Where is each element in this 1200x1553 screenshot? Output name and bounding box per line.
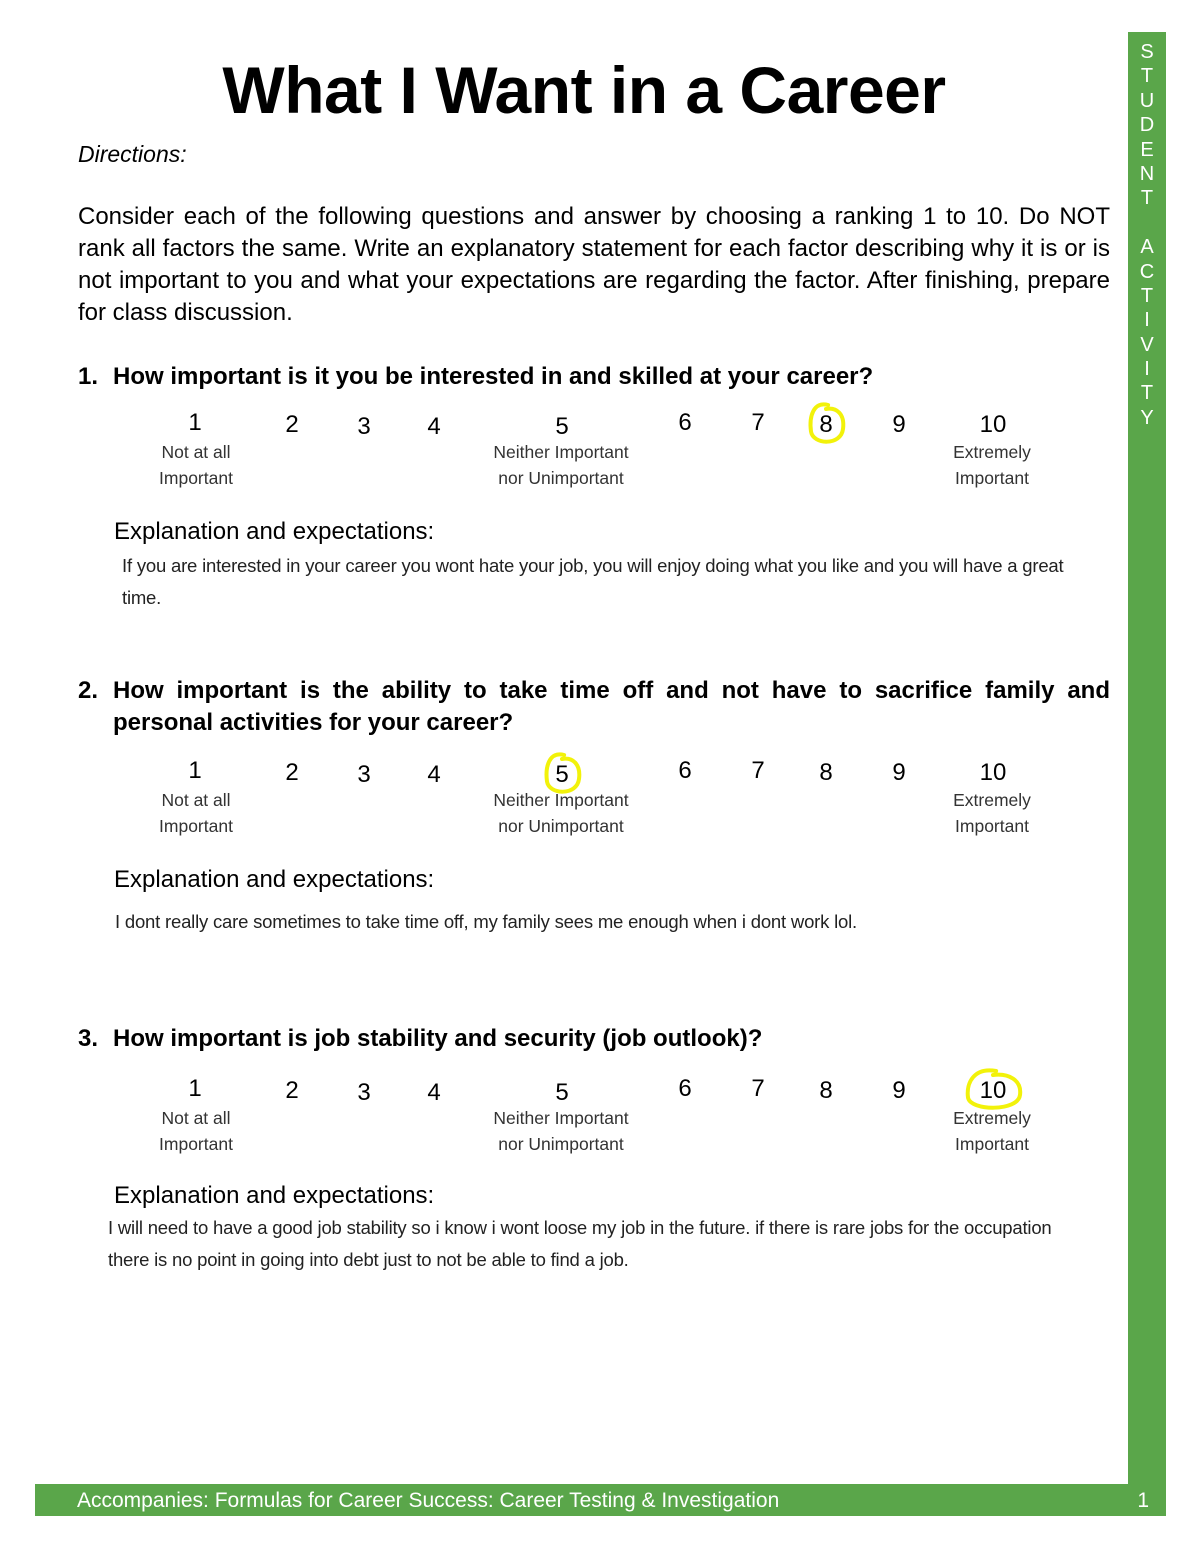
question-number: 3. [78,1025,99,1052]
scale-caption-line: Neither Important [493,790,629,810]
scale-caption-line: Important [159,468,233,488]
sidebar-letter: N [1139,162,1155,185]
scale-caption-mid [493,439,628,491]
scale-caption-line: Important [159,1134,233,1154]
scale-caption-low [159,787,233,839]
sidebar-letter: C [1139,260,1155,283]
rating-option-9[interactable]: 9 [892,411,906,438]
directions-text: Consider each of the following questions and answer by choosing a ranking 1 to 10. Do NOT rank all factors the same. Write an explanatory statement for each factor describing why it is or is not important to you and what your expectations are regarding the factor. After finishing, prepare for class discussion. [78,203,1110,326]
sidebar-letter: T [1140,187,1154,210]
directions-label: Directions: [78,141,187,167]
rating-option-6[interactable]: 6 [678,409,692,436]
rating-scale-3 [0,1075,1120,1165]
question-number: 2. [78,677,99,704]
scale-caption-line: Neither Important [493,442,629,462]
scale-caption-high [953,1105,1031,1157]
rating-option-5[interactable]: 5 [555,413,569,440]
question-1 [78,361,1110,393]
scale-caption-line: Not at all [161,790,231,810]
question-3 [78,1023,1110,1055]
rating-option-1[interactable]: 1 [188,1075,202,1102]
sidebar-letter: I [1144,309,1150,332]
rating-option-10[interactable]: 10 [979,1077,1007,1104]
rating-option-9[interactable]: 9 [892,1077,906,1104]
rating-option-10[interactable]: 10 [979,411,1007,438]
scale-caption-line: Extremely [953,790,1031,810]
rating-option-2[interactable]: 2 [285,411,299,438]
scale-caption-high [953,787,1031,839]
rating-option-6[interactable]: 6 [678,757,692,784]
rating-option-4[interactable]: 4 [427,1079,441,1106]
rating-option-4[interactable]: 4 [427,761,441,788]
scale-caption-line: Important [159,816,233,836]
sidebar-letter: D [1139,114,1155,137]
rating-option-5[interactable]: 5 [555,1079,569,1106]
answer-1[interactable]: If you are interested in your career you wont hate your job, you will enjoy doing what you like and you will have a great time. [122,555,1064,608]
rating-option-9[interactable]: 9 [892,759,906,786]
scale-caption-low [159,1105,233,1157]
explanation-heading-2: Explanation and expectations: [114,866,435,893]
scale-caption-mid [493,787,628,839]
answer-2[interactable]: I dont really care sometimes to take time off, my family sees me enough when i dont work lol. [115,911,857,932]
scale-caption-line: Not at all [161,1108,231,1128]
scale-caption-line: Neither Important [493,1108,629,1128]
question-2 [78,675,1110,739]
sidebar-letter: I [1144,358,1150,381]
rating-option-4[interactable]: 4 [427,413,441,440]
question-text: How important is job stability and security (job outlook)? [113,1025,763,1052]
sidebar-letter: T [1140,284,1154,307]
page-number: 1 [1137,1489,1149,1512]
scale-caption-line: Important [955,816,1029,836]
scale-caption-line: Not at all [161,442,231,462]
sidebar-letter: V [1140,333,1154,356]
rating-scale-1 [0,409,1120,499]
rating-option-6[interactable]: 6 [678,1075,692,1102]
sidebar-letter: T [1140,65,1154,88]
sidebar-letter: S [1140,41,1154,63]
rating-option-8[interactable]: 8 [819,1077,833,1104]
page-title: What I Want in a Career [222,53,946,127]
rating-option-8[interactable]: 8 [819,759,833,786]
sidebar-letter: Y [1140,406,1154,429]
explanation-heading-3: Explanation and expectations: [114,1182,435,1209]
sidebar-letter: E [1140,138,1154,161]
scale-caption-line: Important [955,1134,1029,1154]
answer-3[interactable]: I will need to have a good job stability so i know i wont loose my job in the future. if there is rare jobs for the occupation there is no point in going into debt just to not be able to find a job. [108,1217,1052,1270]
question-text: How important is it you be interested in and skilled at your career? [113,363,874,390]
rating-option-5[interactable]: 5 [555,761,569,788]
scale-caption-line: Important [955,468,1029,488]
sidebar-letter: T [1140,382,1154,405]
rating-option-7[interactable]: 7 [751,757,765,784]
scale-caption-mid [493,1105,628,1157]
footer [35,1484,1166,1516]
scale-caption-line: Extremely [953,442,1031,462]
sidebar-letter: A [1140,236,1154,259]
rating-option-2[interactable]: 2 [285,759,299,786]
scale-caption-line: Extremely [953,1108,1031,1128]
rating-option-3[interactable]: 3 [357,761,371,788]
question-text: How important is the ability to take time off and not have to sacrifice family and personal activities for your career? [113,677,1110,736]
rating-option-1[interactable]: 1 [188,409,202,436]
rating-option-10[interactable]: 10 [979,759,1007,786]
scale-caption-high [953,439,1031,491]
rating-option-2[interactable]: 2 [285,1077,299,1104]
rating-option-3[interactable]: 3 [357,1079,371,1106]
sidebar-letter: U [1139,89,1155,112]
rating-scale-2 [0,757,1120,847]
rating-option-8[interactable]: 8 [819,411,833,438]
explanation-heading-1: Explanation and expectations: [114,518,435,545]
scale-caption-low [159,439,233,491]
scale-caption-line: nor Unimportant [498,1134,624,1154]
footer-text: Accompanies: Formulas for Career Success: Career Testing & Investigation [77,1489,780,1512]
rating-option-3[interactable]: 3 [357,413,371,440]
question-number: 1. [78,363,99,390]
scale-caption-line: nor Unimportant [498,468,624,488]
rating-option-7[interactable]: 7 [751,409,765,436]
scale-caption-line: nor Unimportant [498,816,624,836]
rating-option-1[interactable]: 1 [188,757,202,784]
rating-option-7[interactable]: 7 [751,1075,765,1102]
